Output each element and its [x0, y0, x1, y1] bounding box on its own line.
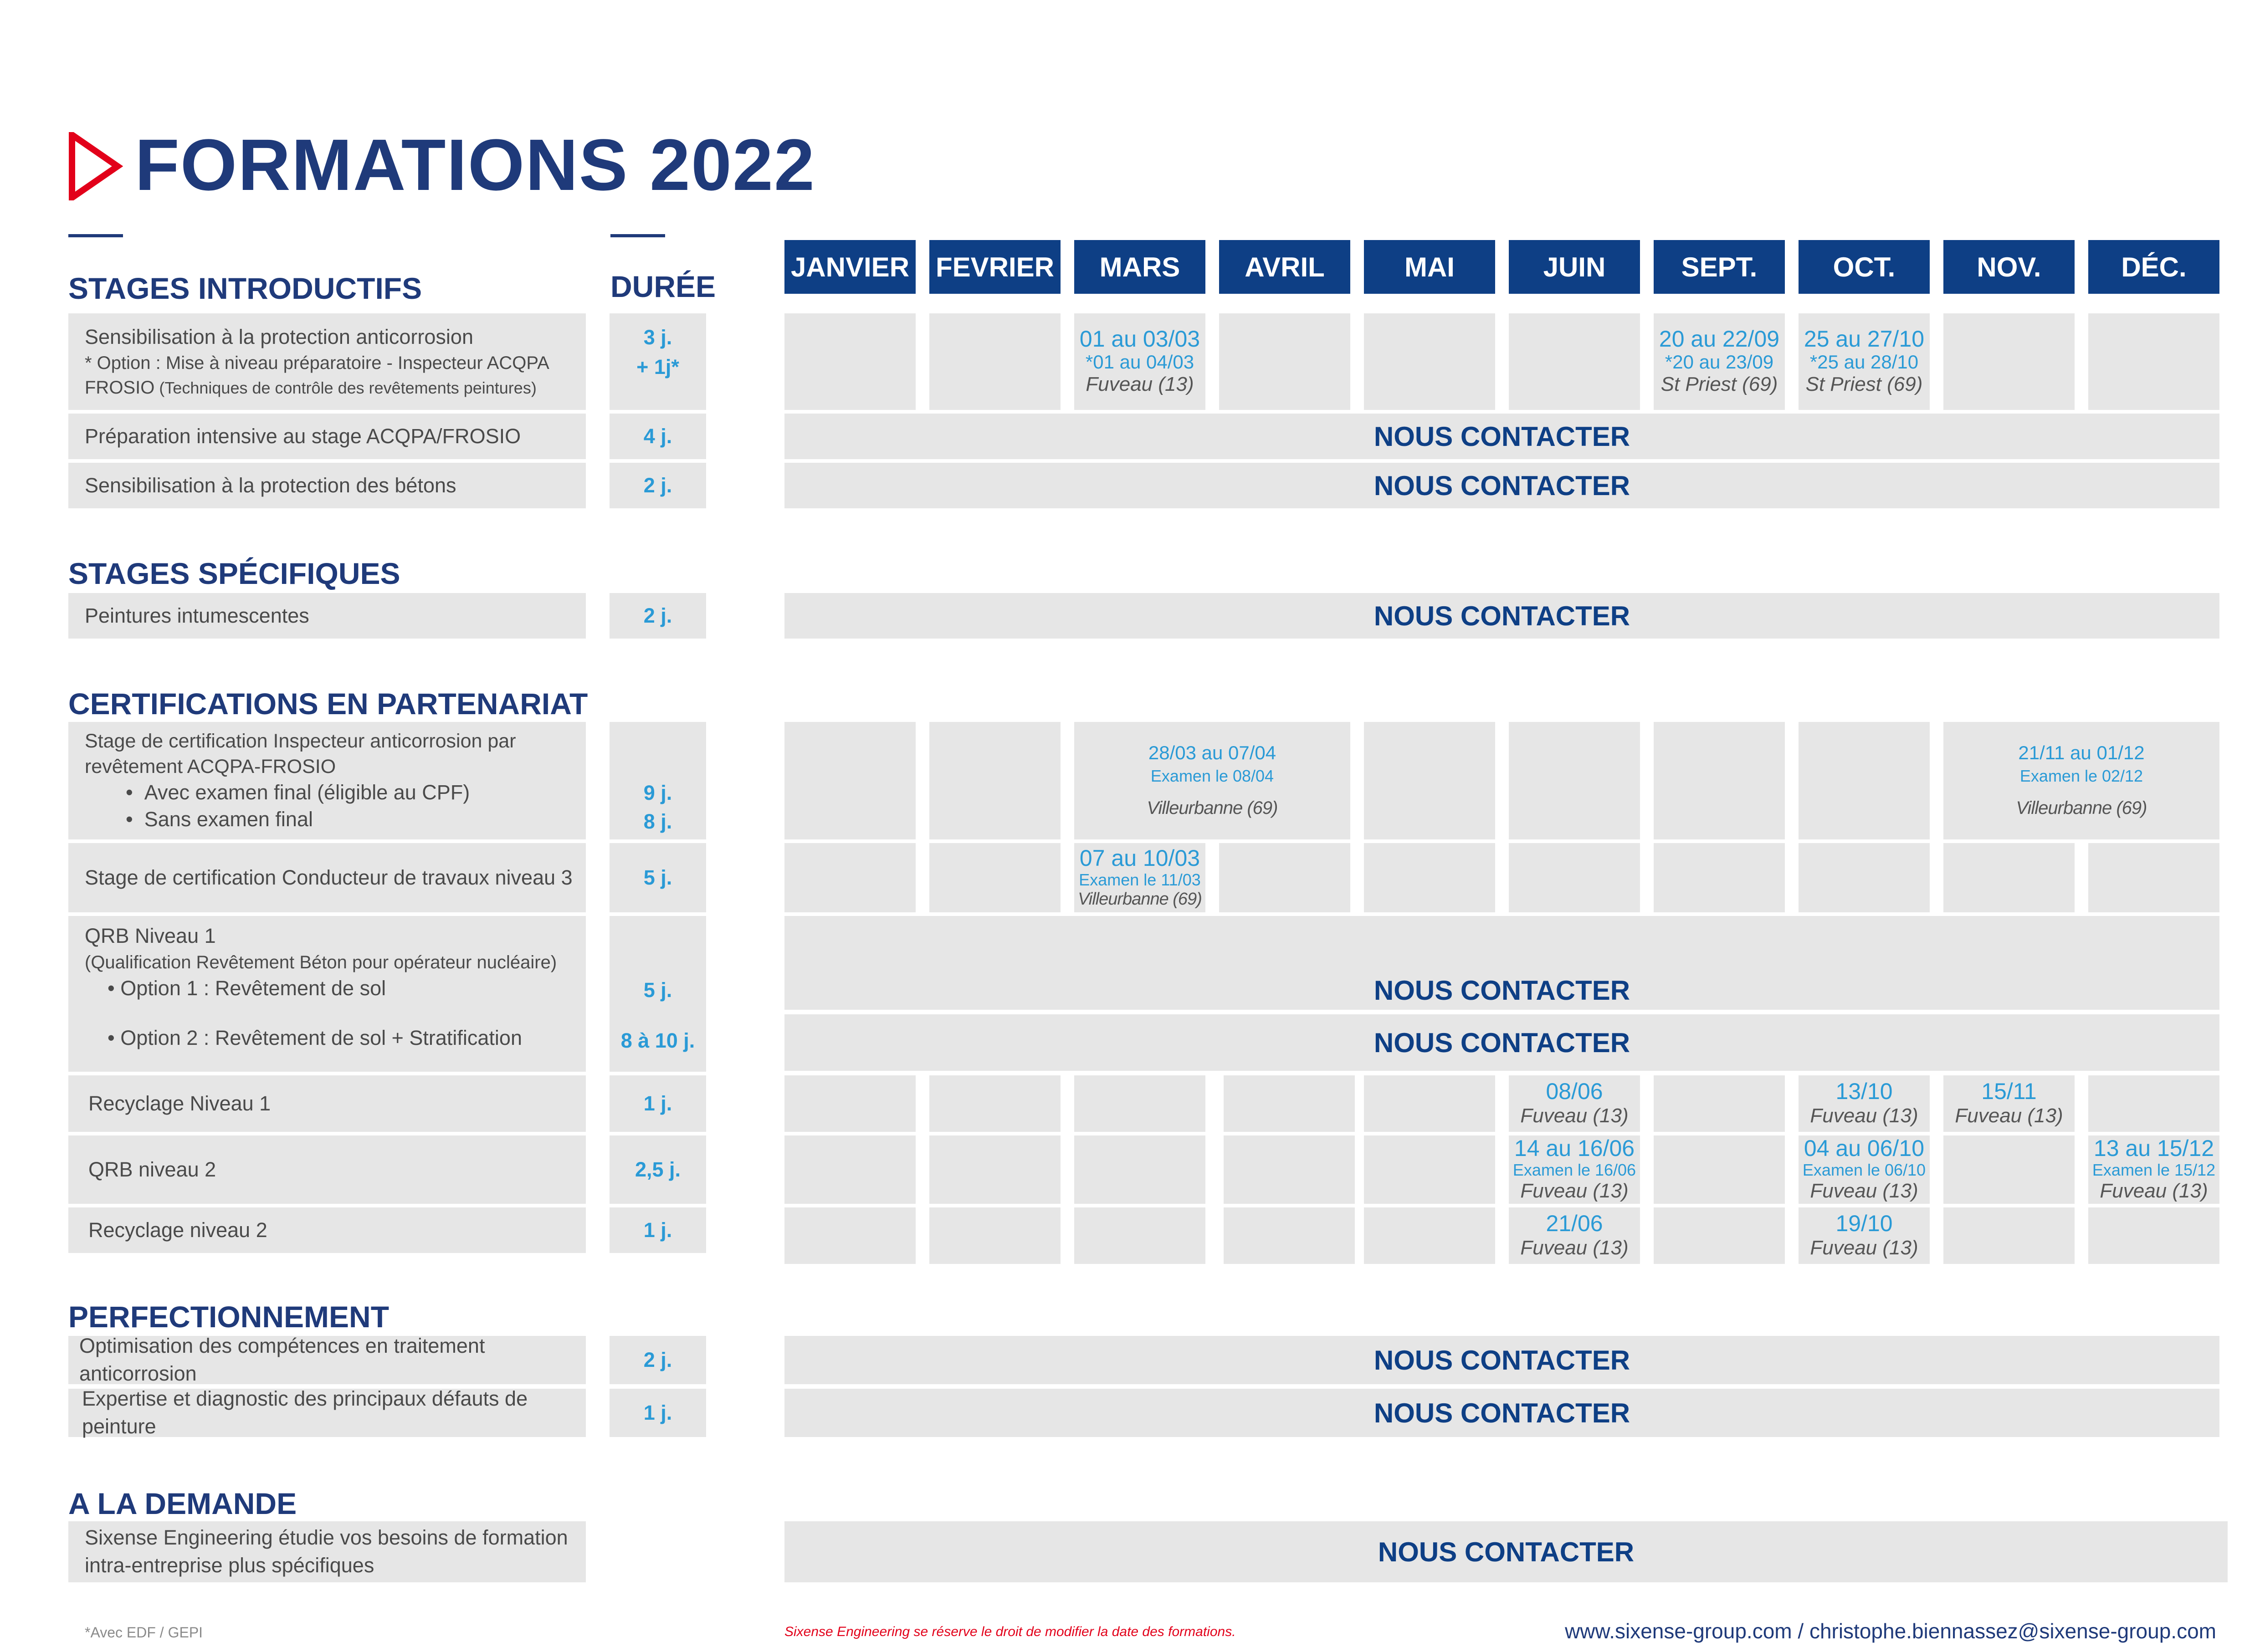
row-duration: 3 j. + 1j* [610, 313, 706, 410]
month-oct: OCT. [1799, 240, 1930, 294]
month-janvier: JANVIER [784, 240, 916, 294]
duration-header: DURÉE [610, 270, 716, 303]
cell-janvier [784, 722, 916, 839]
cell-juin [1509, 313, 1640, 410]
row-duration: 1 j. [610, 1389, 706, 1437]
row-label-intra-entreprise: Sixense Engineering étudie vos besoins de formation intra-entreprise plus spécifiques [68, 1521, 586, 1582]
footnote: *Avec EDF / GEPI [85, 1624, 203, 1641]
cell-dec [2088, 1075, 2219, 1132]
cell-nov [1943, 1207, 2075, 1264]
month-dec: DÉC. [2088, 240, 2219, 294]
session-cell: 21/06 Fuveau (13) [1509, 1207, 1640, 1264]
cell-janvier [784, 1075, 916, 1132]
contact-banner: NOUS CONTACTER [784, 593, 2219, 639]
cell-mai [1364, 1135, 1495, 1204]
cell-dec [2088, 313, 2219, 410]
contact-banner: NOUS CONTACTER [784, 1014, 2219, 1071]
row-duration: 2 j. [610, 463, 706, 508]
cell-avril [1224, 1075, 1355, 1132]
cell-avril [1224, 1135, 1355, 1204]
month-mai: MAI [1364, 240, 1495, 294]
cell-nov [1943, 843, 2075, 912]
cell-mai [1364, 1207, 1495, 1264]
cell-janvier [784, 313, 916, 410]
page-title: FORMATIONS 2022 [135, 124, 815, 205]
cell-avril [1224, 1207, 1355, 1264]
cell-mars [1074, 1207, 1205, 1264]
session-cell: 15/11 Fuveau (13) [1943, 1075, 2075, 1132]
section-rule [68, 234, 123, 237]
month-nov: NOV. [1943, 240, 2075, 294]
session-cell: 07 au 10/03 Examen le 11/03 Villeurbanne (69) [1074, 843, 1205, 912]
month-sept: SEPT. [1654, 240, 1785, 294]
cell-fevrier [929, 313, 1061, 410]
cell-juin [1509, 843, 1640, 912]
cell-mai [1364, 843, 1495, 912]
cell-sept [1654, 1075, 1785, 1132]
row-label-anticorrosion: Sensibilisation à la protection anticorrosion * Option : Mise à niveau préparatoire - Inspecteur ACQPA FROSIO (Techniques de contrôle des revêtements peintures) [68, 313, 586, 410]
row-duration: 4 j. [610, 414, 706, 459]
row-label-qrb-niveau-2: QRB niveau 2 [68, 1135, 586, 1204]
row-duration: 2,5 j. [610, 1135, 706, 1204]
session-cell: 19/10 Fuveau (13) [1799, 1207, 1930, 1264]
row-label-expertise: Expertise et diagnostic des principaux défauts de peinture [68, 1389, 586, 1437]
row-label-prep-acqpa: Préparation intensive au stage ACQPA/FROSIO [68, 414, 586, 459]
contact-banner: NOUS CONTACTER [784, 1521, 2228, 1582]
cell-fevrier [929, 843, 1061, 912]
row-label-qrb-niveau-1: QRB Niveau 1 (Qualification Revêtement Béton pour opérateur nucléaire) • Option 1 : Revêtement de sol • Option 2 : Revêtement de sol + Stratification [68, 916, 586, 1072]
contact-info: www.sixense-group.com / christophe.biennassez@sixense-group.com [1565, 1619, 2216, 1643]
cell-dec [2088, 843, 2219, 912]
contact-banner: NOUS CONTACTER [784, 1336, 2219, 1384]
cell-janvier [784, 1135, 916, 1204]
cell-mars [1074, 1135, 1205, 1204]
row-duration: 1 j. [610, 1075, 706, 1132]
session-cell: 20 au 22/09 *20 au 23/09 St Priest (69) [1654, 313, 1785, 410]
row-duration: 2 j. [610, 1336, 706, 1384]
month-juin: JUIN [1509, 240, 1640, 294]
cell-avril [1219, 843, 1350, 912]
contact-banner: NOUS CONTACTER [784, 414, 2219, 459]
session-cell: 01 au 03/03 *01 au 04/03 Fuveau (13) [1074, 313, 1205, 410]
cell-sept [1654, 843, 1785, 912]
cell-juin [1509, 722, 1640, 839]
row-label-recyclage-niveau-1: Recyclage Niveau 1 [68, 1075, 586, 1132]
cell-nov [1943, 1135, 2075, 1204]
duration-rule [610, 234, 665, 237]
row-label-intumescentes: Peintures intumescentes [68, 593, 586, 639]
session-cell: 13/10 Fuveau (13) [1799, 1075, 1930, 1132]
section-demand: A LA DEMANDE [68, 1487, 297, 1520]
month-mars: MARS [1074, 240, 1205, 294]
month-avril: AVRIL [1219, 240, 1350, 294]
contact-banner: NOUS CONTACTER [784, 916, 2219, 1010]
session-cell: 04 au 06/10 Examen le 06/10 Fuveau (13) [1799, 1135, 1930, 1204]
session-cell: 14 au 16/06 Examen le 16/06 Fuveau (13) [1509, 1135, 1640, 1204]
month-fevrier: FEVRIER [929, 240, 1061, 294]
cell-sept [1654, 1207, 1785, 1264]
cell-fevrier [929, 1207, 1061, 1264]
row-label-optimisation: Optimisation des compétences en traitement anticorrosion [68, 1336, 586, 1384]
cell-fevrier [929, 1075, 1061, 1132]
row-label-betons: Sensibilisation à la protection des bétons [68, 463, 586, 508]
row-label-certif-inspecteur: Stage de certification Inspecteur anticorrosion par revêtement ACQPA-FROSIO • Avec examen final (éligible au CPF) • Sans examen final [68, 722, 586, 839]
cell-avril [1219, 313, 1350, 410]
cell-janvier [784, 843, 916, 912]
cell-mai [1364, 313, 1495, 410]
session-cell: 13 au 15/12 Examen le 15/12 Fuveau (13) [2088, 1135, 2219, 1204]
cell-mars [1074, 1075, 1205, 1132]
section-intro: STAGES INTRODUCTIFS [68, 271, 422, 305]
cell-janvier [784, 1207, 916, 1264]
play-logo-icon [68, 132, 123, 200]
contact-banner: NOUS CONTACTER [784, 1389, 2219, 1437]
session-cell: 25 au 27/10 *25 au 28/10 St Priest (69) [1799, 313, 1930, 410]
row-duration: 9 j. 8 j. [610, 722, 706, 839]
cell-nov [1943, 313, 2075, 410]
disclaimer: Sixense Engineering se réserve le droit de modifier la date des formations. [784, 1624, 1236, 1639]
session-cell: 08/06 Fuveau (13) [1509, 1075, 1640, 1132]
row-duration: 1 j. [610, 1207, 706, 1253]
session-cell: 21/11 au 01/12 Examen le 02/12 Villeurbanne (69) [1943, 722, 2219, 839]
cell-mai [1364, 722, 1495, 839]
contact-banner: NOUS CONTACTER [784, 463, 2219, 508]
section-certif: CERTIFICATIONS EN PARTENARIAT [68, 687, 588, 721]
row-duration: 5 j. 8 à 10 j. [610, 916, 706, 1072]
cell-fevrier [929, 1135, 1061, 1204]
cell-sept [1654, 1135, 1785, 1204]
row-label-conducteur-travaux: Stage de certification Conducteur de travaux niveau 3 [68, 843, 586, 912]
cell-oct [1799, 843, 1930, 912]
cell-sept [1654, 722, 1785, 839]
cell-dec [2088, 1207, 2219, 1264]
cell-oct [1799, 722, 1930, 839]
section-specific: STAGES SPÉCIFIQUES [68, 557, 400, 590]
cell-fevrier [929, 722, 1061, 839]
session-cell: 28/03 au 07/04 Examen le 08/04 Villeurbanne (69) [1074, 722, 1350, 839]
row-label-recyclage-niveau-2: Recyclage niveau 2 [68, 1207, 586, 1253]
section-perf: PERFECTIONNEMENT [68, 1300, 389, 1334]
cell-mai [1364, 1075, 1495, 1132]
row-duration: 2 j. [610, 593, 706, 639]
row-duration: 5 j. [610, 843, 706, 912]
